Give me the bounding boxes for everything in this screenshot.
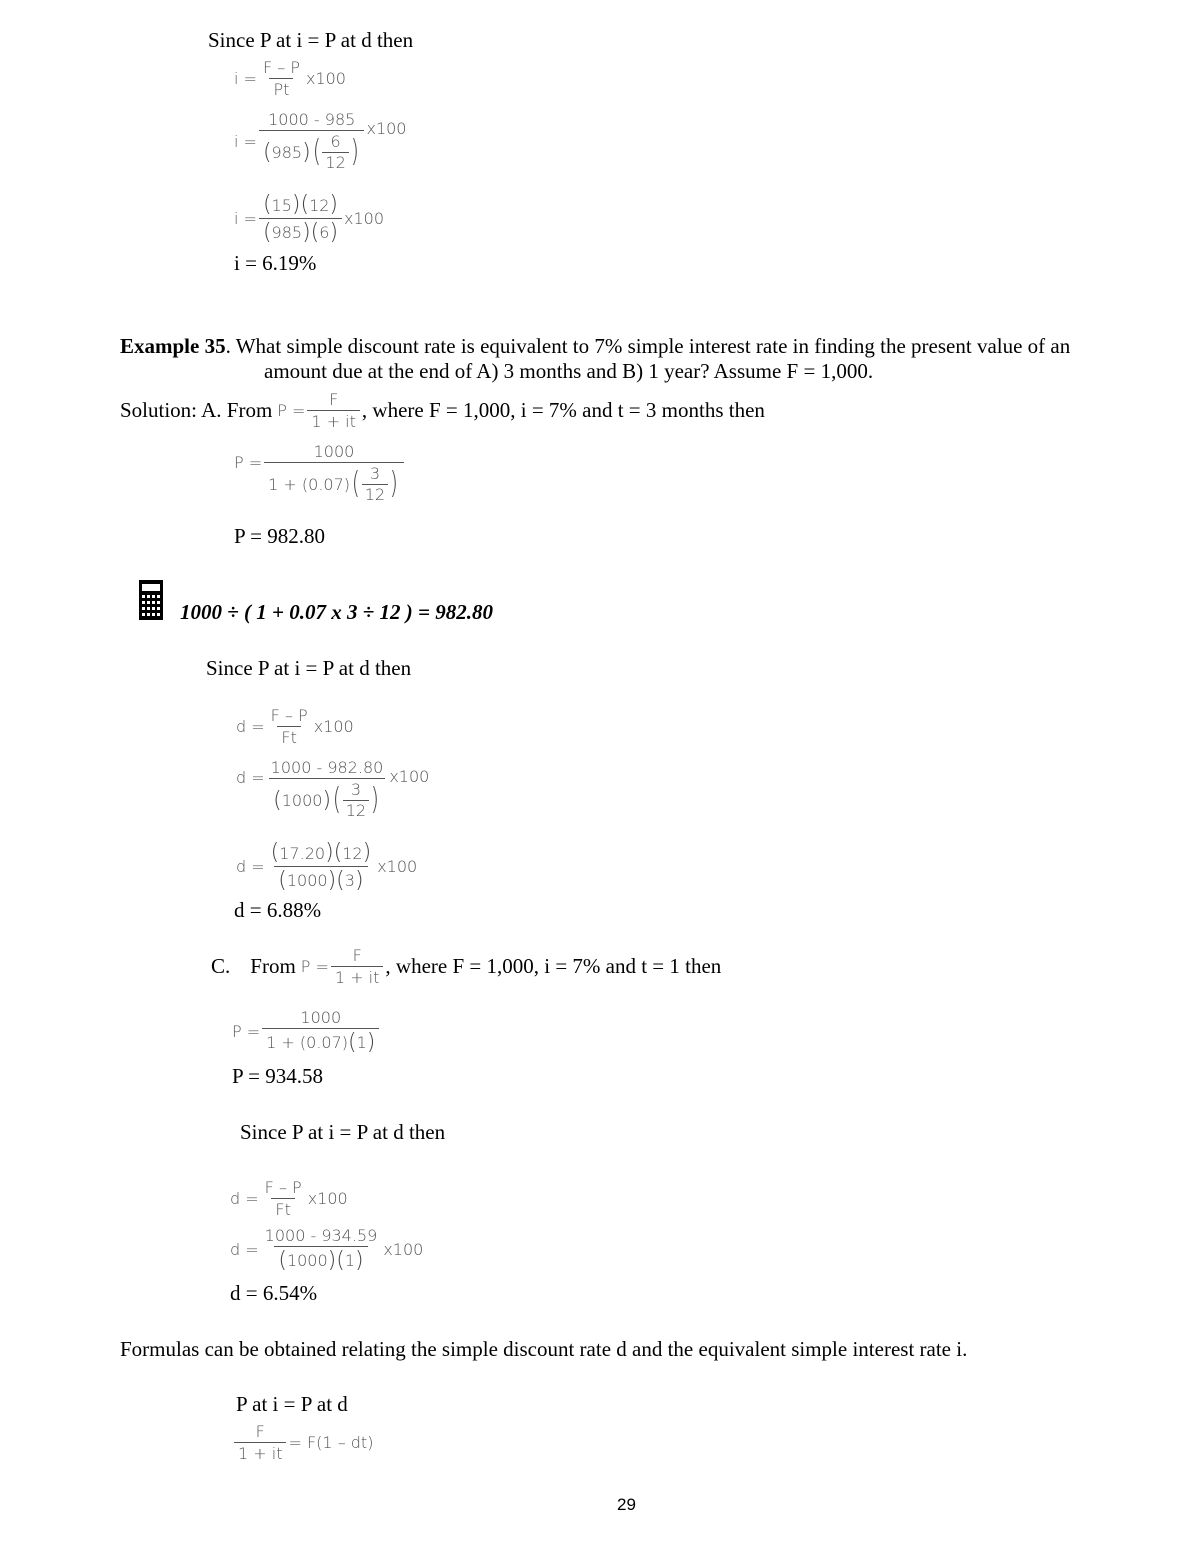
- equation-equivalence: $\frac{F}{1 + it}$ = F(1 – dt): [232, 1422, 373, 1463]
- example-35-line1: [120, 334, 1070, 359]
- pv-formula-inline-c: P = $\frac{F}{1 + it}$: [301, 946, 386, 987]
- example-question: . What simple discount rate is equivalent to 7% simple interest rate in finding the present value of an: [225, 334, 1071, 358]
- result-d-2: d = 6.54%: [230, 1281, 318, 1305]
- result-p-2: P = 934.58: [232, 1064, 323, 1088]
- calculator-icon: [139, 580, 163, 620]
- example-label: Example 35: [120, 334, 226, 358]
- equation-p-year: P = 1000 1 + (0.07) ( 1 ): [232, 1008, 381, 1055]
- since-line-1: Since P at i = P at d then: [208, 28, 414, 52]
- equation-d-formula: d = $\frac{F - P}{Ft}$ x100: [236, 706, 354, 747]
- equation-i-simplified: i = (15)(12) ( 985 )( 6 ) x100: [234, 192, 385, 245]
- part-c-line: C. From P = $\frac{F}{1 + it}$ , where F = 1,000, i = 7% and t = 1 then: [211, 946, 722, 987]
- page-number: 29: [617, 1495, 636, 1514]
- equation-d-substituted: d = 1000 - 982.80 ( 1000 ) ( 3 12 ) x100: [236, 758, 430, 820]
- equation-i-formula: i = $\frac{F - P}{Pt}$ x100: [234, 58, 346, 99]
- formulas-paragraph: Formulas can be obtained relating the simple discount rate d and the equivalent simple interest rate i.: [120, 1337, 968, 1361]
- result-i: i = 6.19%: [234, 251, 317, 275]
- pv-formula-inline: P = $\frac{F}{1 + it}$: [277, 390, 362, 431]
- example-35-line2: amount due at the end of A) 3 months and B) 1 year? Assume F = 1,000.: [264, 359, 874, 383]
- since-line-3: Since P at i = P at d then: [240, 1120, 446, 1144]
- p-at-i-equals-p-at-d: P at i = P at d: [236, 1392, 348, 1416]
- equation-d-simplified: d = (17.20)(12) ( 1000 )( 3 ) x100: [236, 840, 418, 893]
- result-d-1: d = 6.88%: [234, 898, 322, 922]
- calculator-keystrokes: 1000 ÷ ( 1 + 0.07 x 3 ÷ 12 ) = 982.80: [180, 600, 493, 624]
- result-p-1: P = 982.80: [234, 524, 325, 548]
- equation-p-substituted: P = 1000 1 + (0.07) ( 3 12 ): [234, 442, 406, 504]
- equation-i-substituted: i = 1000 - 985 ( 985 ) ( 6 12 ) x100: [234, 110, 407, 172]
- equation-d-substituted-2: d = 1000 - 934.59 ( 1000 )( 1 ) x100: [230, 1226, 424, 1273]
- solution-line: Solution: A. From P = $\frac{F}{1 + it}$ , where F = 1,000, i = 7% and t = 3 months then: [120, 390, 765, 431]
- equation-d-formula-2: d = $\frac{F - P}{Ft}$ x100: [230, 1178, 348, 1219]
- since-line-2: Since P at i = P at d then: [206, 656, 412, 680]
